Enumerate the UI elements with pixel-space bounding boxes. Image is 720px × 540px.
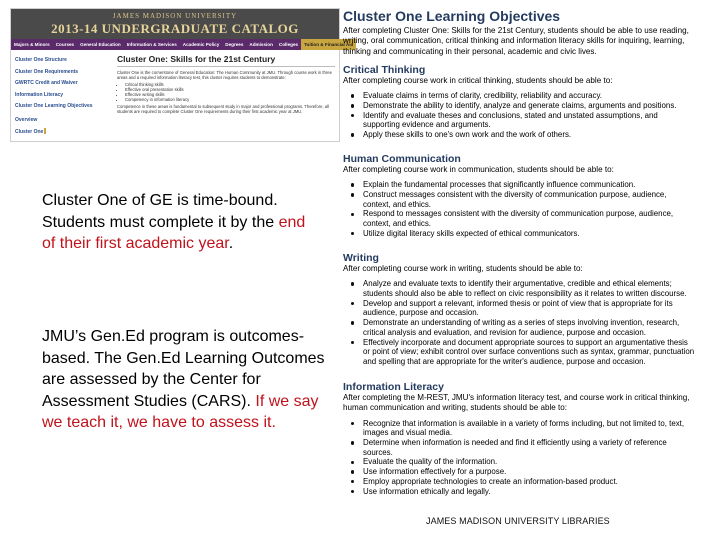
- objective-item: Respond to messages consistent with the diversity of communication purpose, audience, context, and ethics.: [343, 209, 695, 228]
- section-intro: After completing the M-REST, JMU's information literacy test, and course work in critical thinking, human communication and writing, students should be able to:: [343, 393, 690, 413]
- note-highlight: If we say we teach it, we have to assess it.: [42, 392, 319, 432]
- objective-item: Evaluate claims in terms of clarity, credibility, reliability and accuracy.: [343, 91, 695, 101]
- catalog-nav-item[interactable]: Courses: [55, 42, 75, 47]
- catalog-screenshot: [10, 8, 354, 142]
- catalog-nav-item[interactable]: Majors & Minors: [14, 42, 50, 47]
- objective-item: Develop and support a relevant, informed thesis or point of view that is appropriate for its audience, purpose and occasion.: [343, 299, 695, 318]
- outcomes-note: [42, 326, 330, 434]
- catalog-skill-list: [125, 82, 335, 102]
- catalog-sidebar-link[interactable]: Cluster One Requirements: [15, 68, 79, 75]
- catalog-nav-item[interactable]: Colleges: [278, 42, 299, 47]
- objective-list: [343, 180, 695, 238]
- objectives-intro: After completing Cluster One: Skills for the 21st Century, students should be able to use reading, writing, oral communication, critical thinking and information literacy skills for inquiring, learning, thinking and communicating in their personal, academic and civic lives.: [343, 26, 689, 56]
- section-writing: [343, 252, 695, 367]
- footer-credit: JAMES MADISON UNIVERSITY LIBRARIES: [426, 516, 610, 526]
- objective-item: Analyze and evaluate texts to identify their argumentative, credible and ethical elements; students should also be able to reflect on civic responsibility as it relates to written discourse.: [343, 279, 695, 298]
- objective-list: [343, 279, 695, 366]
- objectives-title: Cluster One Learning Objectives: [343, 8, 561, 24]
- section-human-communication: [343, 153, 695, 239]
- catalog-banner: [11, 9, 339, 39]
- note-text-end: .: [228, 235, 234, 253]
- catalog-nav-item[interactable]: General Education: [80, 42, 121, 47]
- catalog-closing: Competence in these areas is fundamental to subsequent study in major and professional programs. Therefore, all students are required to complete Cluster One requirements during their first academic year at JMU.: [117, 104, 329, 114]
- catalog-sidebar-link[interactable]: Information Literacy: [15, 91, 64, 98]
- catalog-skill: • Effective oral presentation skills: [125, 87, 335, 92]
- catalog-nav-item[interactable]: Degrees: [225, 42, 244, 47]
- section-intro: After completing course work in communication, students should be able to:: [343, 165, 614, 174]
- catalog-university: JAMES MADISON UNIVERSITY: [112, 12, 238, 20]
- catalog-intro: Cluster One is the cornerstone of General Education: The Human Community at JMU. Through course work in three areas and a required information literacy test, this cluster requires students to demonstrate:: [117, 70, 332, 80]
- catalog-skill: • Effective writing skills: [125, 92, 335, 97]
- catalog-nav: [11, 39, 354, 50]
- objective-item: Evaluate the quality of the information.: [343, 457, 695, 467]
- objective-item: Construct messages consistent with the diversity of communication purpose, audience, context, and ethics.: [343, 190, 695, 209]
- catalog-sidebar-link[interactable]: Cluster One Structure: [15, 57, 67, 63]
- catalog-nav-item[interactable]: Information & Services: [126, 42, 177, 47]
- cursor-marker: [44, 128, 46, 134]
- catalog-sidebar-link[interactable]: Cluster One Learning Objectives: [15, 103, 93, 109]
- objective-item: Employ appropriate technologies to create an information-based product.: [343, 477, 695, 487]
- objective-item: Explain the fundamental processes that significantly influence communication.: [343, 180, 695, 190]
- section-critical-thinking: [343, 64, 695, 140]
- learning-objectives: [343, 8, 695, 496]
- objective-list: [343, 419, 695, 497]
- section-intro: After completing course work in critical thinking, students should be able to:: [343, 76, 613, 85]
- objective-item: Demonstrate an understanding of writing as a series of steps involving invention, research, critical analysis and evaluation, and revision for audience, purpose and occasion.: [343, 318, 695, 337]
- objective-item: Determine when information is needed and find it efficiently using a variety of reference sources.: [343, 438, 695, 457]
- catalog-nav-item[interactable]: Tuition & Financial Aid: [301, 39, 356, 50]
- catalog-sidebar-link[interactable]: Overview: [15, 117, 38, 123]
- objective-item: Identify and evaluate theses and conclusions, stated and unstated assumptions, and supporting evidence and arguments.: [343, 111, 695, 130]
- section-title: Writing: [343, 252, 379, 264]
- objective-item: Apply these skills to one's own work and the work of others.: [343, 130, 695, 140]
- note-text: Cluster One of GE is time-bound. Students must complete it by the: [42, 192, 279, 231]
- objective-item: Demonstrate the ability to identify, analyze and generate claims, arguments and positions.: [343, 101, 695, 111]
- section-title: Information Literacy: [343, 381, 444, 393]
- catalog-nav-item[interactable]: Academic Policy: [182, 42, 220, 47]
- catalog-skill: • Critical thinking skills: [125, 82, 335, 87]
- catalog-nav-item[interactable]: Admission: [249, 42, 273, 47]
- objective-item: Use information ethically and legally.: [343, 487, 695, 497]
- objective-list: [343, 91, 695, 140]
- catalog-sidebar: [15, 57, 113, 140]
- time-bound-note: [42, 190, 322, 255]
- note-text: JMU’s Gen.Ed program is outcomes-based. The Gen.Ed Learning Outcomes are assessed by the Center for Assessment Studies (CARS).: [42, 328, 325, 410]
- note-highlight: end of their first academic year: [42, 213, 306, 253]
- catalog-sidebar-link[interactable]: GWRTC Credit and Waiver: [15, 80, 78, 86]
- section-title: Human Communication: [343, 153, 461, 165]
- section-information-literacy: [343, 381, 695, 496]
- catalog-skill: • Competency in information literacy: [125, 97, 335, 102]
- catalog-sidebar-link[interactable]: Cluster One: [15, 128, 44, 135]
- catalog-title: 2013-14 UNDERGRADUATE CATALOG: [51, 21, 299, 36]
- section-title: Critical Thinking: [343, 64, 426, 76]
- objective-item: Utilize digital literacy skills expected of ethical communicators.: [343, 229, 695, 239]
- catalog-main-content: [117, 54, 335, 116]
- objective-item: Recognize that information is available in a variety of forms including, but not limited to, text, images and visual media.: [343, 419, 695, 438]
- objective-item: Use information effectively for a purpose.: [343, 467, 695, 477]
- objective-item: Effectively incorporate and document appropriate sources to support an argumentative thesis or point of view; exhibit control over surface conventions such as syntax, grammar, punctuation and spelling that are appropriate for the writer's audience, purpose and occasion.: [343, 338, 695, 367]
- section-intro: After completing course work in writing, students should be able to:: [343, 264, 583, 273]
- catalog-heading: Cluster One: Skills for the 21st Century: [117, 54, 335, 67]
